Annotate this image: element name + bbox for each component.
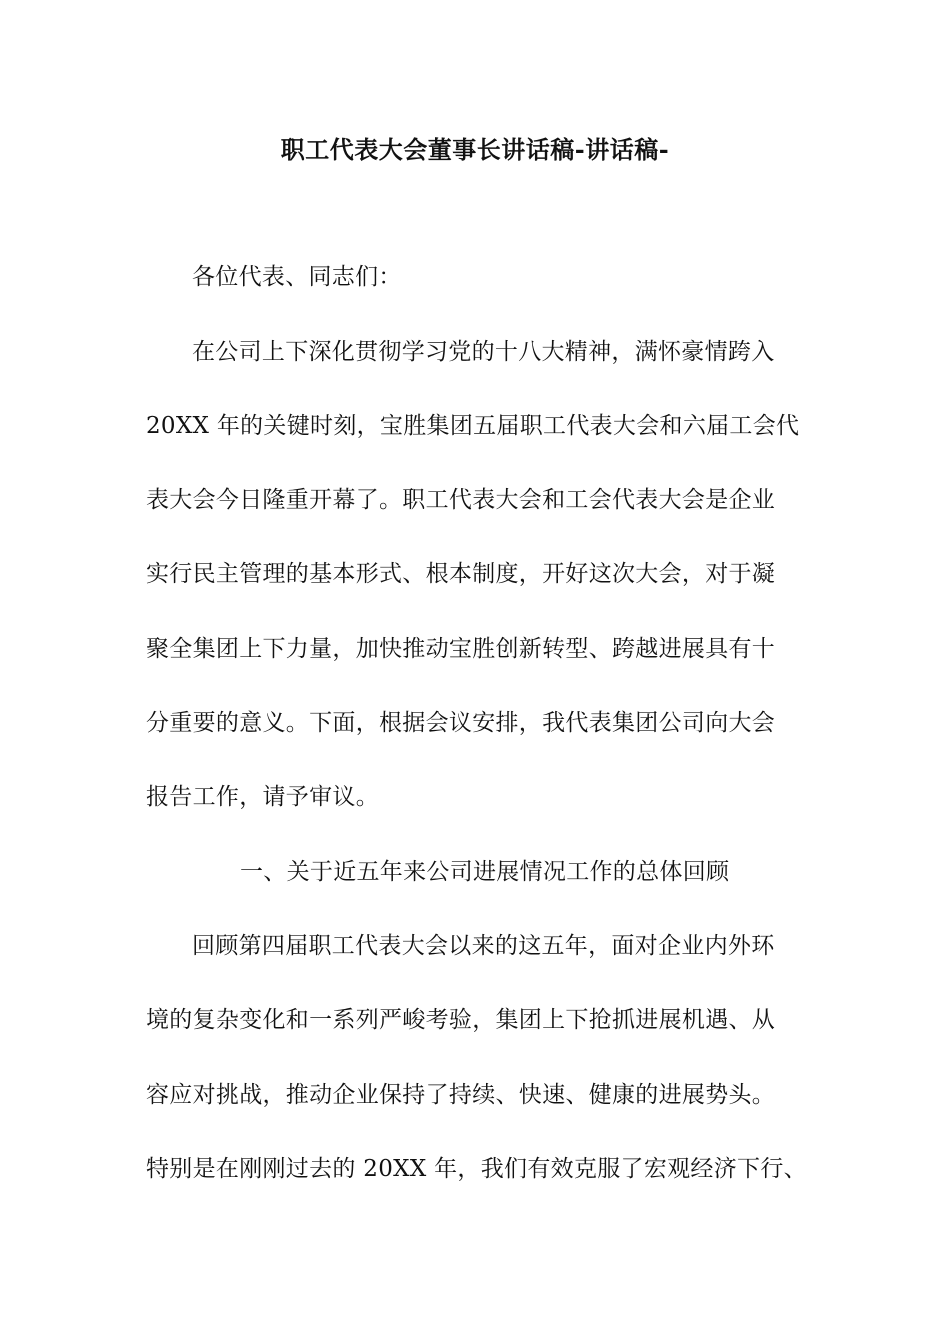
paragraph-line: 分重要的意义。下面，根据会议安排，我代表集团公司向大会 bbox=[146, 710, 776, 736]
paragraph-line: 表大会今日隆重开幕了。职工代表大会和工会代表大会是企业 bbox=[146, 487, 776, 513]
paragraph-line: 报告工作，请予审议。 bbox=[146, 784, 379, 810]
paragraph-line: 境的复杂变化和一系列严峻考验，集团上下抢抓进展机遇、从 bbox=[146, 1007, 776, 1033]
paragraph-line: 聚全集团上下力量，加快推动宝胜创新转型、跨越进展具有十 bbox=[146, 636, 776, 662]
paragraph-line: 实行民主管理的基本形式、根本制度，开好这次大会，对于凝 bbox=[146, 561, 776, 587]
salutation: 各位代表、同志们： bbox=[192, 264, 402, 290]
paragraph-line: 特别是在刚刚过去的 20XX 年，我们有效克服了宏观经济下行、 bbox=[146, 1156, 807, 1182]
paragraph-line: 20XX 年的关键时刻，宝胜集团五届职工代表大会和六届工会代 bbox=[146, 413, 800, 439]
paragraph-line: 在公司上下深化贯彻学习党的十八大精神，满怀豪情跨入 bbox=[192, 339, 775, 365]
section-heading: 一、关于近五年来公司进展情况工作的总体回顾 bbox=[240, 859, 730, 885]
paragraph-line: 回顾第四届职工代表大会以来的这五年，面对企业内外环 bbox=[192, 933, 775, 959]
paragraph-line: 容应对挑战，推动企业保持了持续、快速、健康的进展势头。 bbox=[146, 1082, 776, 1108]
document-title: 职工代表大会董事长讲话稿-讲话稿- bbox=[280, 135, 670, 164]
